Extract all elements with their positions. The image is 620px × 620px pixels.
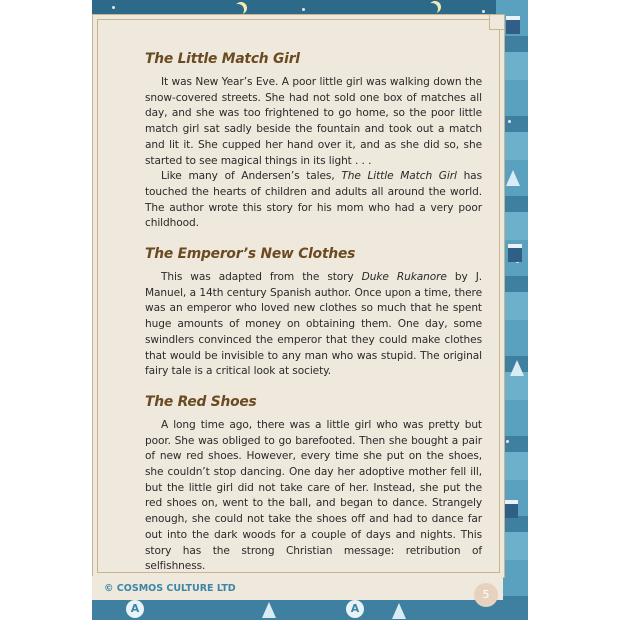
corner-notch bbox=[489, 14, 505, 30]
paragraph: This was adapted from the story Duke Rukanore by J. Manuel, a 14th century Spanish author. Once upon a time, there was an emperor who loved new clothes so much that he spent huge amounts of money on obtaining them. One day, some swindlers convinced the emperor that they could make clothes that would be invisible to any man who was stupid. The original fairy tale is a critical look at society. bbox=[145, 271, 482, 378]
house-icon bbox=[504, 500, 518, 518]
tree-icon bbox=[392, 603, 406, 619]
snowflake-icon bbox=[112, 6, 115, 9]
section-title: The Red Shoes bbox=[145, 393, 257, 410]
tree-icon bbox=[262, 602, 276, 618]
page-footer bbox=[92, 576, 503, 600]
paragraph: A long time ago, there was a little girl who was pretty but poor. She was obliged to go barefooted. Then she bought a pair of new red shoes. However, every time she put on the shoes, she couldn’t stop dancing. One day her adoptive mother fell ill, but the little girl did not take care of her. Instead, she put the red shoes on, went to the ball, and began to dance. Strangely enough, she could not take the shoes off and had to dance far out into the dark woods for a couple of days and nights. This story has the strong Christian message: retribution of selfishness. bbox=[145, 418, 482, 573]
copyright-text: © COSMOS CULTURE LTD bbox=[104, 583, 236, 594]
letter-badge: A bbox=[126, 600, 144, 618]
paragraph: Like many of Andersen’s tales, The Little Match Girl has touched the hearts of children and adults all around the world. The author wrote this story for his mom who had a very poor childhood. bbox=[145, 170, 482, 230]
article-content bbox=[145, 51, 482, 575]
paragraph: It was New Year’s Eve. A poor little girl was walking down the snow-covered streets. She had not sold one box of matches all day, and she was too frightened to go home, so the poor little match girl sat sadly beside the fountain and took out a match and lit it. She cupped her hand over it, and as she did so, she started to see magical things in its light . . . bbox=[145, 76, 482, 167]
snowflake-icon bbox=[506, 440, 509, 443]
page-number: 5 bbox=[474, 583, 498, 607]
house-icon bbox=[506, 16, 520, 34]
house-icon bbox=[508, 244, 522, 262]
tree-icon bbox=[510, 360, 524, 376]
paper-panel bbox=[92, 14, 505, 578]
tree-icon bbox=[506, 170, 520, 186]
section-title: The Little Match Girl bbox=[145, 51, 300, 67]
decorative-border bbox=[92, 0, 528, 620]
snowflake-icon bbox=[508, 120, 511, 123]
snowflake-icon bbox=[302, 8, 305, 11]
letter-badge: A bbox=[346, 600, 364, 618]
snowflake-icon bbox=[482, 10, 485, 13]
section-title: The Emperor’s New Clothes bbox=[145, 246, 356, 263]
